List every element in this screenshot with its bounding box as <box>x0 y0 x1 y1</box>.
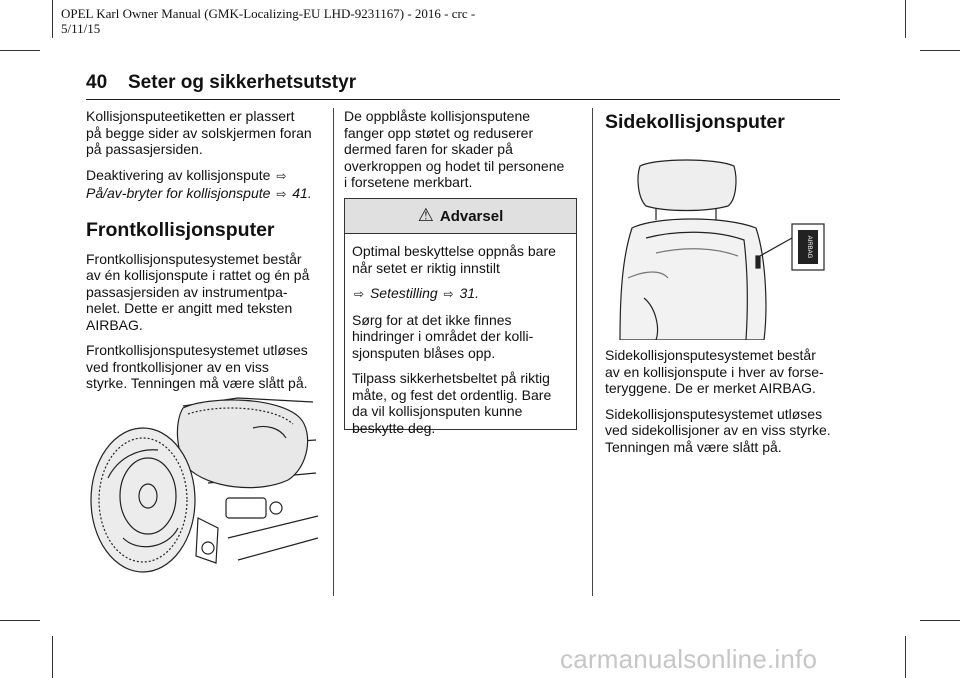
crop-mark <box>920 620 960 621</box>
meta-line-1: OPEL Karl Owner Manual (GMK-Localizing-EU LHD-9231167) - 2016 - crc - <box>61 6 476 21</box>
section-heading: Frontkollisjonsputer <box>86 218 275 241</box>
reference-arrow-icon: ⇨ <box>276 168 287 183</box>
reference-arrow-icon: ⇨ <box>276 187 287 201</box>
reference-text: Setestilling <box>369 285 438 301</box>
page-title: Seter og sikkerhetsutstyr <box>128 72 357 93</box>
warning-box <box>344 198 577 436</box>
paragraph: Frontkollisjonsputesystemet utløses ved frontkollisjoner av en viss styrke. Tenningen må være slått på. <box>86 342 308 391</box>
cross-reference[interactable] <box>352 285 569 303</box>
paragraph: Kollisjonsputeetiketten er plassert på begge sider av solskjermen foran på passasjersiden. <box>86 108 312 157</box>
page-header <box>86 72 356 94</box>
paragraph-text: Deaktivering av kollisjonspute <box>86 166 271 183</box>
warning-paragraph: Sørg for at det ikke finnes hindringer i området der kolli- sjonsputen blåses opp. <box>352 311 534 361</box>
crop-mark <box>0 620 40 621</box>
column-2 <box>344 108 584 200</box>
reference-page: 41. <box>292 185 312 201</box>
header-rule <box>86 99 840 100</box>
page-number: 40 <box>86 72 108 93</box>
warning-body <box>345 234 576 436</box>
paragraph: Sidekollisjonsputesystemet består av en kollisjonspute i hver av forse- teryggene. De er merket AIRBAG. <box>605 347 824 396</box>
document-meta <box>61 6 541 36</box>
warning-title: Advarsel <box>439 207 504 225</box>
paragraph <box>86 167 326 185</box>
warning-paragraph: Optimal beskyttelse oppnås bare når setet er riktig innstilt <box>352 243 556 276</box>
side-airbag-seat-illustration <box>616 158 830 340</box>
warning-icon: ⚠ <box>417 204 434 225</box>
reference-arrow-icon: ⇨ <box>443 287 454 301</box>
column-divider <box>333 108 334 596</box>
reference-arrow-icon: ⇨ <box>354 287 365 301</box>
meta-line-2: 5/11/15 <box>61 21 101 36</box>
paragraph: De oppblåste kollisjonsputene fanger opp støtet og reduserer dermed faren for skader på overkroppen og hodet til personene i forsetene merkbart. <box>344 108 565 190</box>
warning-paragraph: Tilpass sikkerhetsbeltet på riktig måte, og fest det ordentlig. Bare da vil kollisjonsputen kunne beskytte deg. <box>352 370 552 436</box>
reference-text: På/av-bryter for kollisjonspute <box>86 185 271 201</box>
column-1 <box>86 108 326 401</box>
front-airbag-illustration <box>88 388 320 584</box>
crop-mark <box>0 50 40 51</box>
crop-mark <box>905 636 906 678</box>
column-3-heading-wrap <box>605 104 845 143</box>
reference-page: 31. <box>459 285 479 301</box>
paragraph: Sidekollisjonsputesystemet utløses ved sidekollisjoner av en viss styrke. Tenningen må være slått på. <box>605 405 831 455</box>
crop-mark <box>52 636 53 678</box>
warning-header <box>345 199 576 234</box>
site-watermark: carmanualsonline.info <box>560 644 818 674</box>
cross-reference[interactable] <box>86 185 326 203</box>
paragraph: Frontkollisjonsputesystemet består av én kollisjonspute i rattet og én på passasjersiden av instrumentpa- nelet. Dette er angitt med teksten AIRBAG. <box>86 250 310 333</box>
airbag-tag-text: AIRBAG <box>806 235 812 259</box>
crop-mark <box>52 0 53 38</box>
column-divider <box>592 108 593 596</box>
section-heading: Sidekollisjonsputer <box>605 111 785 133</box>
crop-mark <box>905 0 906 38</box>
column-3 <box>605 347 845 464</box>
crop-mark <box>920 50 960 51</box>
